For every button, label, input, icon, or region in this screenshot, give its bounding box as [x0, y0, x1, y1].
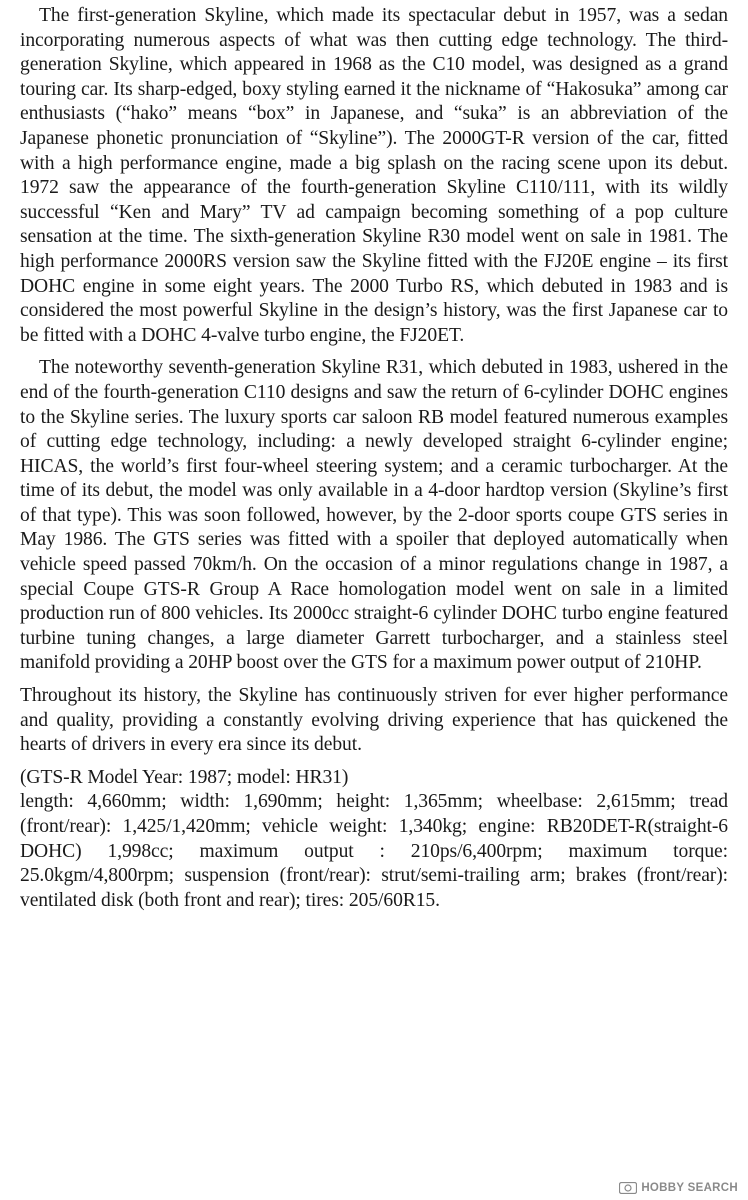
- watermark-text: HOBBY SEARCH: [641, 1182, 738, 1194]
- document-body: [20, 4, 728, 913]
- spec-heading: (GTS-R Model Year: 1987; model: HR31): [20, 766, 349, 788]
- spec-block: [20, 766, 728, 914]
- watermark: [619, 1182, 738, 1194]
- hobby-search-logo-icon: [619, 1182, 637, 1194]
- paragraph-history-early: The first-generation Skyline, which made its spectacular debut in 1957, was a sedan incorporating numerous aspects of what was then cutting edge technology. The third-generation Skyline, which appeared in 1968 as the C10 model, was designed as a grand touring car. Its sharp-edged, boxy styling earned it the nickname of “Hakosuka” among car enthusiasts (“hako” means “box” in Japanese, and “suka” is an abbreviation of the Japanese phonetic pronunciation of “Skyline”). The 2000GT-R version of the car, fitted with a high performance engine, made a big splash on the racing scene upon its debut. 1972 saw the appearance of the fourth-generation Skyline C110/111, with its wildly successful “Ken and Mary” TV ad campaign becoming something of a pop culture sensation at the time. The sixth-generation Skyline R30 model went on sale in 1981. The high performance 2000RS version saw the Skyline fitted with the FJ20E engine – its first DOHC engine in some eight years. The 2000 Turbo RS, which debuted in 1983 and is considered the most powerful Skyline in the design’s history, was the first Japanese car to be fitted with a DOHC 4-valve turbo engine, the FJ20ET.: [20, 5, 728, 346]
- paragraph-conclusion: Throughout its history, the Skyline has continuously striven for ever higher performance and quality, providing a constantly evolving driving experience that has quickened the hearts of drivers in every era since its debut.: [20, 685, 728, 756]
- paragraph-r31: The noteworthy seventh-generation Skyline R31, which debuted in 1983, ushered in the end of the fourth-generation C110 designs and saw the return of 6-cylinder DOHC engines to the Skyline series. The luxury sports car saloon RB model featured numerous examples of cutting edge technology, including: a newly developed straight 6-cylinder engine; HICAS, the world’s first four-wheel steering system; and a ceramic turbocharger. At the time of its debut, the model was only available in a 4-door hardtop version (Skyline’s first of that type). This was soon followed, however, by the 2-door sports coupe GTS series in May 1986. The GTS series was fitted with a spoiler that deployed automatically when vehicle speed passed 70km/h. On the occasion of a minor regulations change in 1987, a special Coupe GTS-R Group A Race homologation model went on sale in a limited production run of 800 vehicles. Its 2000cc straight-6 cylinder DOHC turbo engine featured turbine tuning changes, a large diameter Garrett turbocharger, and a stainless steel manifold providing a 20HP boost over the GTS for a maximum power output of 210HP.: [20, 357, 728, 674]
- spec-text: length: 4,660mm; width: 1,690mm; height: 1,365mm; wheelbase: 2,615mm; tread (front/rear): 1,425/1,420mm; vehicle weight: 1,340kg; engine: RB20DET-R(straight-6 DOHC) 1,998cc; maximum output : 210ps/6,400rpm; maximum torque: 25.0kgm/4,800rpm; suspension (front/rear): strut/semi-trailing arm; brakes (front/rear): ventilated disk (both front and rear); tires: 205/60R15.: [20, 791, 728, 911]
